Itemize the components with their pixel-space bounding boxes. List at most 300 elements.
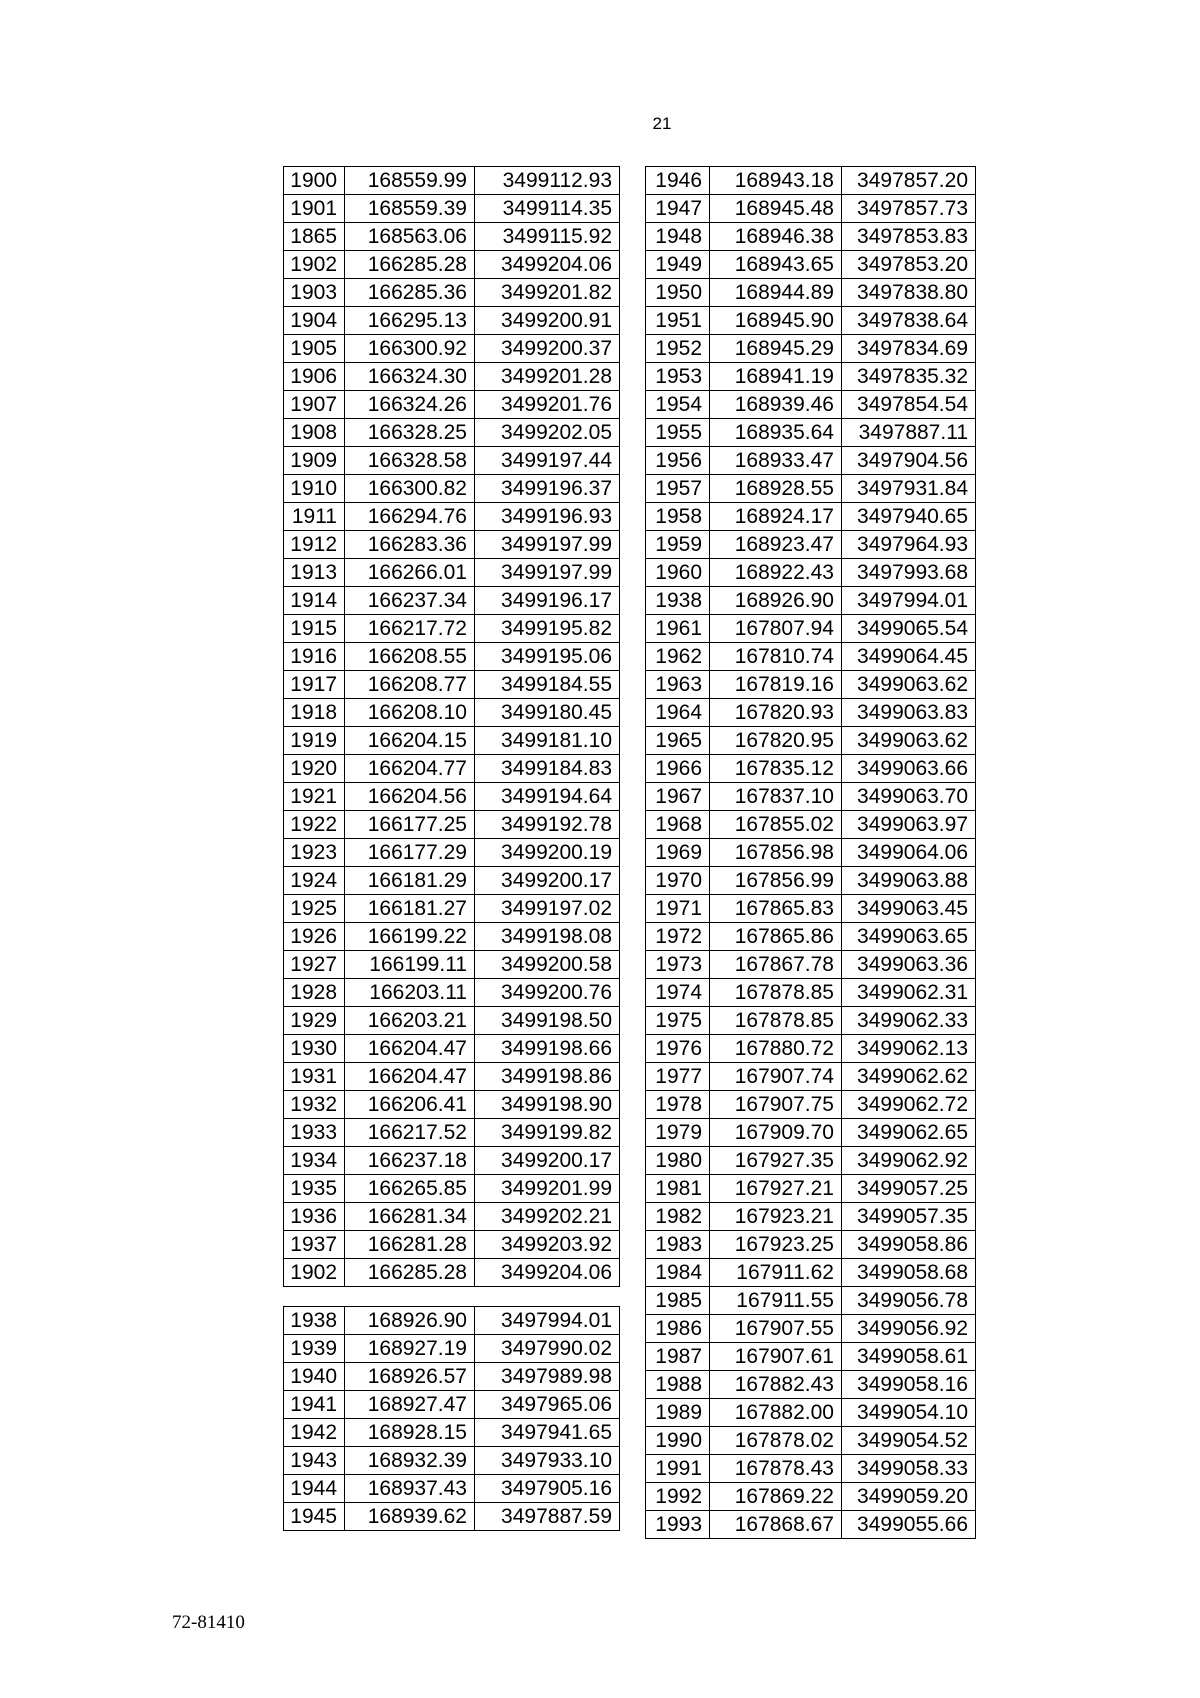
x-coordinate-cell: 167878.43 <box>710 1455 842 1483</box>
table-row <box>646 447 976 475</box>
y-coordinate-cell: 3499063.88 <box>842 867 976 895</box>
point-id-cell: 1901 <box>284 195 345 223</box>
table-row <box>646 1147 976 1175</box>
x-coordinate-cell: 166300.92 <box>345 335 475 363</box>
y-coordinate-cell: 3499201.76 <box>475 391 620 419</box>
y-coordinate-cell: 3497838.64 <box>842 307 976 335</box>
point-id-cell: 1921 <box>284 783 345 811</box>
table-row <box>284 1335 620 1363</box>
table-row <box>284 1391 620 1419</box>
table-row <box>284 1175 620 1203</box>
point-id-cell: 1937 <box>284 1231 345 1259</box>
point-id-cell: 1915 <box>284 615 345 643</box>
table-row <box>284 475 620 503</box>
point-id-cell: 1931 <box>284 1063 345 1091</box>
y-coordinate-cell: 3499201.28 <box>475 363 620 391</box>
table-row <box>646 615 976 643</box>
y-coordinate-cell: 3499063.66 <box>842 755 976 783</box>
x-coordinate-cell: 166217.52 <box>345 1119 475 1147</box>
point-id-cell: 1986 <box>646 1315 710 1343</box>
coordinates-table-left-top <box>283 166 620 1287</box>
y-coordinate-cell: 3497834.69 <box>842 335 976 363</box>
x-coordinate-cell: 168559.39 <box>345 195 475 223</box>
table-row <box>646 223 976 251</box>
point-id-cell: 1957 <box>646 475 710 503</box>
y-coordinate-cell: 3497904.56 <box>842 447 976 475</box>
point-id-cell: 1952 <box>646 335 710 363</box>
x-coordinate-cell: 167907.61 <box>710 1343 842 1371</box>
x-coordinate-cell: 166208.77 <box>345 671 475 699</box>
table-row <box>646 559 976 587</box>
x-coordinate-cell: 167880.72 <box>710 1035 842 1063</box>
x-coordinate-cell: 167807.94 <box>710 615 842 643</box>
y-coordinate-cell: 3499058.86 <box>842 1231 976 1259</box>
x-coordinate-cell: 167907.75 <box>710 1091 842 1119</box>
x-coordinate-cell: 168933.47 <box>710 447 842 475</box>
table-row <box>646 1035 976 1063</box>
table-row <box>646 1259 976 1287</box>
point-id-cell: 1992 <box>646 1483 710 1511</box>
table-row <box>646 1315 976 1343</box>
x-coordinate-cell: 167923.25 <box>710 1231 842 1259</box>
x-coordinate-cell: 168945.48 <box>710 195 842 223</box>
y-coordinate-cell: 3499063.83 <box>842 699 976 727</box>
y-coordinate-cell: 3499063.45 <box>842 895 976 923</box>
x-coordinate-cell: 166328.58 <box>345 447 475 475</box>
point-id-cell: 1975 <box>646 1007 710 1035</box>
point-id-cell: 1942 <box>284 1419 345 1447</box>
y-coordinate-cell: 3499062.92 <box>842 1147 976 1175</box>
table-row <box>646 1175 976 1203</box>
point-id-cell: 1904 <box>284 307 345 335</box>
point-id-cell: 1914 <box>284 587 345 615</box>
y-coordinate-cell: 3499195.06 <box>475 643 620 671</box>
table-row <box>646 335 976 363</box>
point-id-cell: 1977 <box>646 1063 710 1091</box>
x-coordinate-cell: 166181.29 <box>345 867 475 895</box>
x-coordinate-cell: 167907.55 <box>710 1315 842 1343</box>
point-id-cell: 1989 <box>646 1399 710 1427</box>
table-row <box>646 839 976 867</box>
table-row <box>646 979 976 1007</box>
y-coordinate-cell: 3499196.17 <box>475 587 620 615</box>
y-coordinate-cell: 3499056.92 <box>842 1315 976 1343</box>
y-coordinate-cell: 3499198.66 <box>475 1035 620 1063</box>
table-row <box>284 643 620 671</box>
y-coordinate-cell: 3499058.61 <box>842 1343 976 1371</box>
point-id-cell: 1910 <box>284 475 345 503</box>
table-row <box>284 1035 620 1063</box>
x-coordinate-cell: 168928.15 <box>345 1419 475 1447</box>
point-id-cell: 1917 <box>284 671 345 699</box>
table-row <box>646 1343 976 1371</box>
x-coordinate-cell: 167820.93 <box>710 699 842 727</box>
table-row <box>284 419 620 447</box>
table-row <box>284 867 620 895</box>
x-coordinate-cell: 167882.00 <box>710 1399 842 1427</box>
point-id-cell: 1948 <box>646 223 710 251</box>
table-row <box>284 783 620 811</box>
table-row <box>646 923 976 951</box>
point-id-cell: 1927 <box>284 951 345 979</box>
table-row <box>284 1007 620 1035</box>
x-coordinate-cell: 168563.06 <box>345 223 475 251</box>
point-id-cell: 1932 <box>284 1091 345 1119</box>
x-coordinate-cell: 168937.43 <box>345 1475 475 1503</box>
y-coordinate-cell: 3497933.10 <box>475 1447 620 1475</box>
coordinates-table-left-bottom <box>283 1306 620 1531</box>
table-row <box>284 1503 620 1531</box>
x-coordinate-cell: 166203.21 <box>345 1007 475 1035</box>
x-coordinate-cell: 168939.62 <box>345 1503 475 1531</box>
y-coordinate-cell: 3497905.16 <box>475 1475 620 1503</box>
table-row <box>646 1371 976 1399</box>
table-row <box>646 1203 976 1231</box>
point-id-cell: 1906 <box>284 363 345 391</box>
table-row <box>284 895 620 923</box>
table-row <box>646 167 976 195</box>
point-id-cell: 1946 <box>646 167 710 195</box>
table-row <box>284 391 620 419</box>
point-id-cell: 1990 <box>646 1427 710 1455</box>
y-coordinate-cell: 3499192.78 <box>475 811 620 839</box>
footer-document-code: 72-81410 <box>172 1612 245 1633</box>
y-coordinate-cell: 3497931.84 <box>842 475 976 503</box>
point-id-cell: 1918 <box>284 699 345 727</box>
y-coordinate-cell: 3497887.11 <box>842 419 976 447</box>
y-coordinate-cell: 3499064.45 <box>842 643 976 671</box>
x-coordinate-cell: 166199.22 <box>345 923 475 951</box>
table-row <box>646 587 976 615</box>
y-coordinate-cell: 3499199.82 <box>475 1119 620 1147</box>
table-row <box>646 1483 976 1511</box>
point-id-cell: 1956 <box>646 447 710 475</box>
x-coordinate-cell: 167923.21 <box>710 1203 842 1231</box>
y-coordinate-cell: 3499058.33 <box>842 1455 976 1483</box>
point-id-cell: 1933 <box>284 1119 345 1147</box>
x-coordinate-cell: 166204.15 <box>345 727 475 755</box>
x-coordinate-cell: 167878.85 <box>710 1007 842 1035</box>
x-coordinate-cell: 167882.43 <box>710 1371 842 1399</box>
x-coordinate-cell: 167856.99 <box>710 867 842 895</box>
y-coordinate-cell: 3497940.65 <box>842 503 976 531</box>
point-id-cell: 1974 <box>646 979 710 1007</box>
point-id-cell: 1976 <box>646 1035 710 1063</box>
x-coordinate-cell: 168939.46 <box>710 391 842 419</box>
y-coordinate-cell: 3497994.01 <box>475 1307 620 1335</box>
y-coordinate-cell: 3499065.54 <box>842 615 976 643</box>
table-row <box>284 223 620 251</box>
point-id-cell: 1983 <box>646 1231 710 1259</box>
table-row <box>284 755 620 783</box>
x-coordinate-cell: 168926.90 <box>710 587 842 615</box>
table-row <box>646 1287 976 1315</box>
x-coordinate-cell: 166204.47 <box>345 1063 475 1091</box>
point-id-cell: 1938 <box>284 1307 345 1335</box>
x-coordinate-cell: 168935.64 <box>710 419 842 447</box>
y-coordinate-cell: 3499063.97 <box>842 811 976 839</box>
point-id-cell: 1991 <box>646 1455 710 1483</box>
y-coordinate-cell: 3499063.65 <box>842 923 976 951</box>
y-coordinate-cell: 3499064.06 <box>842 839 976 867</box>
point-id-cell: 1955 <box>646 419 710 447</box>
point-id-cell: 1905 <box>284 335 345 363</box>
point-id-cell: 1968 <box>646 811 710 839</box>
x-coordinate-cell: 166181.27 <box>345 895 475 923</box>
y-coordinate-cell: 3499195.82 <box>475 615 620 643</box>
point-id-cell: 1907 <box>284 391 345 419</box>
point-id-cell: 1902 <box>284 1259 345 1287</box>
point-id-cell: 1926 <box>284 923 345 951</box>
y-coordinate-cell: 3499197.99 <box>475 531 620 559</box>
y-coordinate-cell: 3497857.20 <box>842 167 976 195</box>
y-coordinate-cell: 3499058.16 <box>842 1371 976 1399</box>
point-id-cell: 1909 <box>284 447 345 475</box>
y-coordinate-cell: 3499200.19 <box>475 839 620 867</box>
y-coordinate-cell: 3499054.52 <box>842 1427 976 1455</box>
y-coordinate-cell: 3499200.17 <box>475 1147 620 1175</box>
table-row <box>646 1511 976 1539</box>
y-coordinate-cell: 3499198.86 <box>475 1063 620 1091</box>
table-row <box>284 811 620 839</box>
table-row <box>646 755 976 783</box>
y-coordinate-cell: 3499200.58 <box>475 951 620 979</box>
table-row <box>284 1119 620 1147</box>
y-coordinate-cell: 3499197.02 <box>475 895 620 923</box>
y-coordinate-cell: 3499194.64 <box>475 783 620 811</box>
point-id-cell: 1953 <box>646 363 710 391</box>
y-coordinate-cell: 3499204.06 <box>475 251 620 279</box>
table-row <box>284 923 620 951</box>
x-coordinate-cell: 168924.17 <box>710 503 842 531</box>
point-id-cell: 1934 <box>284 1147 345 1175</box>
x-coordinate-cell: 167911.55 <box>710 1287 842 1315</box>
x-coordinate-cell: 168932.39 <box>345 1447 475 1475</box>
x-coordinate-cell: 166281.34 <box>345 1203 475 1231</box>
point-id-cell: 1930 <box>284 1035 345 1063</box>
x-coordinate-cell: 167810.74 <box>710 643 842 671</box>
table-row <box>284 559 620 587</box>
x-coordinate-cell: 166208.55 <box>345 643 475 671</box>
x-coordinate-cell: 167865.83 <box>710 895 842 923</box>
point-id-cell: 1916 <box>284 643 345 671</box>
point-id-cell: 1978 <box>646 1091 710 1119</box>
x-coordinate-cell: 167878.85 <box>710 979 842 1007</box>
y-coordinate-cell: 3499197.44 <box>475 447 620 475</box>
table-row <box>646 671 976 699</box>
point-id-cell: 1945 <box>284 1503 345 1531</box>
y-coordinate-cell: 3499201.99 <box>475 1175 620 1203</box>
x-coordinate-cell: 167865.86 <box>710 923 842 951</box>
x-coordinate-cell: 168945.29 <box>710 335 842 363</box>
y-coordinate-cell: 3499057.25 <box>842 1175 976 1203</box>
table-row <box>646 783 976 811</box>
x-coordinate-cell: 167819.16 <box>710 671 842 699</box>
y-coordinate-cell: 3499181.10 <box>475 727 620 755</box>
point-id-cell: 1981 <box>646 1175 710 1203</box>
y-coordinate-cell: 3497993.68 <box>842 559 976 587</box>
y-coordinate-cell: 3497887.59 <box>475 1503 620 1531</box>
table-row <box>284 1259 620 1287</box>
x-coordinate-cell: 167909.70 <box>710 1119 842 1147</box>
point-id-cell: 1923 <box>284 839 345 867</box>
point-id-cell: 1911 <box>284 503 345 531</box>
point-id-cell: 1935 <box>284 1175 345 1203</box>
point-id-cell: 1985 <box>646 1287 710 1315</box>
y-coordinate-cell: 3499056.78 <box>842 1287 976 1315</box>
coordinates-table-right <box>645 166 976 1539</box>
point-id-cell: 1987 <box>646 1343 710 1371</box>
x-coordinate-cell: 167927.21 <box>710 1175 842 1203</box>
x-coordinate-cell: 168945.90 <box>710 307 842 335</box>
table-row <box>284 1091 620 1119</box>
table-row <box>646 1455 976 1483</box>
point-id-cell: 1922 <box>284 811 345 839</box>
y-coordinate-cell: 3499062.33 <box>842 1007 976 1035</box>
y-coordinate-cell: 3499063.62 <box>842 727 976 755</box>
y-coordinate-cell: 3499201.82 <box>475 279 620 307</box>
table-row <box>284 1307 620 1335</box>
point-id-cell: 1919 <box>284 727 345 755</box>
x-coordinate-cell: 166199.11 <box>345 951 475 979</box>
table-row <box>646 531 976 559</box>
point-id-cell: 1941 <box>284 1391 345 1419</box>
x-coordinate-cell: 167835.12 <box>710 755 842 783</box>
y-coordinate-cell: 3499112.93 <box>475 167 620 195</box>
x-coordinate-cell: 166324.30 <box>345 363 475 391</box>
table-row <box>284 1203 620 1231</box>
point-id-cell: 1980 <box>646 1147 710 1175</box>
y-coordinate-cell: 3499057.35 <box>842 1203 976 1231</box>
point-id-cell: 1984 <box>646 1259 710 1287</box>
x-coordinate-cell: 166203.11 <box>345 979 475 1007</box>
y-coordinate-cell: 3499059.20 <box>842 1483 976 1511</box>
point-id-cell: 1993 <box>646 1511 710 1539</box>
x-coordinate-cell: 168946.38 <box>710 223 842 251</box>
x-coordinate-cell: 168559.99 <box>345 167 475 195</box>
x-coordinate-cell: 168922.43 <box>710 559 842 587</box>
table-row <box>646 1231 976 1259</box>
table-row <box>646 1007 976 1035</box>
y-coordinate-cell: 3499062.13 <box>842 1035 976 1063</box>
x-coordinate-cell: 167856.98 <box>710 839 842 867</box>
x-coordinate-cell: 166206.41 <box>345 1091 475 1119</box>
x-coordinate-cell: 168944.89 <box>710 279 842 307</box>
table-row <box>284 503 620 531</box>
point-id-cell: 1966 <box>646 755 710 783</box>
point-id-cell: 1949 <box>646 251 710 279</box>
point-id-cell: 1912 <box>284 531 345 559</box>
table-row <box>646 1063 976 1091</box>
table-row <box>284 335 620 363</box>
point-id-cell: 1963 <box>646 671 710 699</box>
table-row <box>646 195 976 223</box>
y-coordinate-cell: 3499203.92 <box>475 1231 620 1259</box>
point-id-cell: 1938 <box>646 587 710 615</box>
y-coordinate-cell: 3499063.70 <box>842 783 976 811</box>
point-id-cell: 1950 <box>646 279 710 307</box>
table-row <box>284 615 620 643</box>
x-coordinate-cell: 168943.18 <box>710 167 842 195</box>
x-coordinate-cell: 167869.22 <box>710 1483 842 1511</box>
y-coordinate-cell: 3499063.36 <box>842 951 976 979</box>
table-row <box>646 727 976 755</box>
y-coordinate-cell: 3497941.65 <box>475 1419 620 1447</box>
table-row <box>646 643 976 671</box>
table-row <box>284 1063 620 1091</box>
table-row <box>284 447 620 475</box>
point-id-cell: 1959 <box>646 531 710 559</box>
y-coordinate-cell: 3499202.21 <box>475 1203 620 1231</box>
point-id-cell: 1988 <box>646 1371 710 1399</box>
y-coordinate-cell: 3497989.98 <box>475 1363 620 1391</box>
x-coordinate-cell: 166204.47 <box>345 1035 475 1063</box>
y-coordinate-cell: 3499198.90 <box>475 1091 620 1119</box>
x-coordinate-cell: 167868.67 <box>710 1511 842 1539</box>
x-coordinate-cell: 167927.35 <box>710 1147 842 1175</box>
y-coordinate-cell: 3499202.05 <box>475 419 620 447</box>
x-coordinate-cell: 166281.28 <box>345 1231 475 1259</box>
point-id-cell: 1903 <box>284 279 345 307</box>
point-id-cell: 1929 <box>284 1007 345 1035</box>
y-coordinate-cell: 3499204.06 <box>475 1259 620 1287</box>
x-coordinate-cell: 168928.55 <box>710 475 842 503</box>
table-row <box>284 195 620 223</box>
y-coordinate-cell: 3499200.91 <box>475 307 620 335</box>
table-row <box>646 895 976 923</box>
table-row <box>646 699 976 727</box>
y-coordinate-cell: 3499062.31 <box>842 979 976 1007</box>
y-coordinate-cell: 3499180.45 <box>475 699 620 727</box>
x-coordinate-cell: 167820.95 <box>710 727 842 755</box>
y-coordinate-cell: 3499200.17 <box>475 867 620 895</box>
point-id-cell: 1961 <box>646 615 710 643</box>
table-row <box>646 307 976 335</box>
x-coordinate-cell: 166177.29 <box>345 839 475 867</box>
table-row <box>646 1399 976 1427</box>
point-id-cell: 1920 <box>284 755 345 783</box>
x-coordinate-cell: 166265.85 <box>345 1175 475 1203</box>
table-row <box>646 475 976 503</box>
table-row <box>646 1091 976 1119</box>
x-coordinate-cell: 168927.19 <box>345 1335 475 1363</box>
y-coordinate-cell: 3499200.37 <box>475 335 620 363</box>
y-coordinate-cell: 3499114.35 <box>475 195 620 223</box>
point-id-cell: 1967 <box>646 783 710 811</box>
point-id-cell: 1943 <box>284 1447 345 1475</box>
x-coordinate-cell: 168926.90 <box>345 1307 475 1335</box>
x-coordinate-cell: 166294.76 <box>345 503 475 531</box>
y-coordinate-cell: 3497965.06 <box>475 1391 620 1419</box>
x-coordinate-cell: 166300.82 <box>345 475 475 503</box>
table-row <box>284 671 620 699</box>
table-row <box>284 279 620 307</box>
table-row <box>284 839 620 867</box>
x-coordinate-cell: 167867.78 <box>710 951 842 979</box>
table-row <box>646 867 976 895</box>
point-id-cell: 1951 <box>646 307 710 335</box>
y-coordinate-cell: 3499198.50 <box>475 1007 620 1035</box>
y-coordinate-cell: 3497964.93 <box>842 531 976 559</box>
x-coordinate-cell: 168943.65 <box>710 251 842 279</box>
point-id-cell: 1939 <box>284 1335 345 1363</box>
x-coordinate-cell: 168923.47 <box>710 531 842 559</box>
table-row <box>284 1419 620 1447</box>
x-coordinate-cell: 167911.62 <box>710 1259 842 1287</box>
y-coordinate-cell: 3499063.62 <box>842 671 976 699</box>
table-row <box>284 1475 620 1503</box>
point-id-cell: 1960 <box>646 559 710 587</box>
